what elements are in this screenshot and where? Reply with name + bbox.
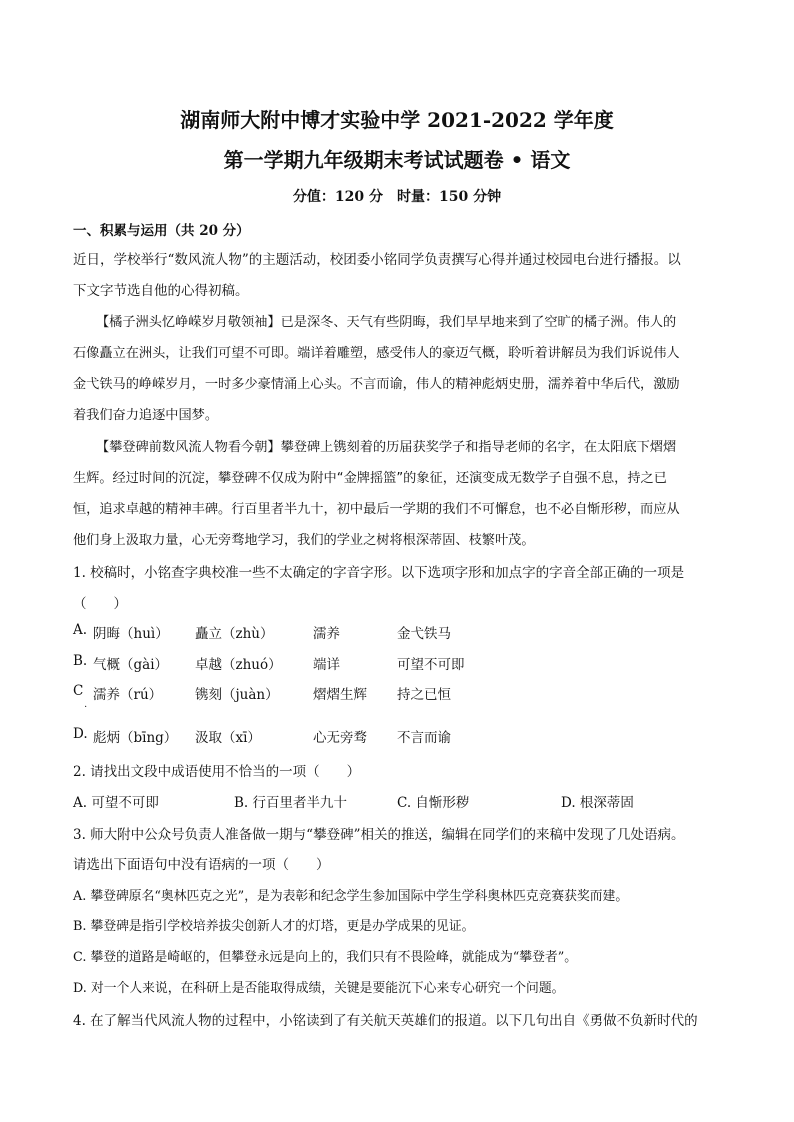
q1-stem: 1. 校稿时，小铭查字典校准一些不太确定的字音字形。以下选项字形和加点字的字音全部正确的一项是 bbox=[73, 565, 685, 581]
option-cell: 濡养 bbox=[313, 626, 340, 642]
option-cell: 卓越（zhuó） bbox=[195, 657, 282, 673]
q2-option-a: A. 可望不可即 bbox=[73, 795, 159, 811]
intro-line-2: 下文字节选自他的心得初稿。 bbox=[73, 283, 249, 299]
option-label: D. bbox=[73, 726, 88, 742]
option-cell: 濡养（rú） bbox=[93, 687, 163, 703]
option-cell: 镌刻（juàn） bbox=[195, 687, 279, 703]
q3-option-b: B. 攀登碑是指引学校培养拔尖创新人才的灯塔，更是办学成果的见证。 bbox=[73, 919, 475, 934]
para1-line-4: 着我们奋力追逐中国梦。 bbox=[73, 408, 219, 423]
q4-stem: 4. 在了解当代风流人物的过程中，小铭读到了有关航天英雄们的报道。以下几句出自《勇做不负新时代的 bbox=[73, 1013, 698, 1029]
option-cell: 心无旁骛 bbox=[313, 730, 367, 746]
option-cell: 端详 bbox=[313, 657, 340, 673]
option-cell: 气概（gài） bbox=[93, 657, 169, 673]
para2-line-2: 生辉。经过时间的沉淀，攀登碑不仅成为附中“金牌摇篮”的象征，还演变成无数学子自强不息，持之已 bbox=[73, 471, 667, 486]
q3-option-d: D. 对一个人来说，在科研上是否能取得成绩，关键是要能沉下心来专心研究一个问题。 bbox=[73, 981, 565, 996]
option-label: A. bbox=[73, 622, 88, 638]
q2-option-c: C. 自惭形秽 bbox=[397, 795, 470, 811]
score-time-info: 分值：120 分 时量：150 分钟 bbox=[292, 189, 502, 205]
option-label: B. bbox=[73, 653, 88, 669]
option-cell: 持之已恒 bbox=[397, 687, 451, 703]
option-cell: 熠熠生辉 bbox=[313, 687, 367, 703]
para1-line-1: 【橘子洲头忆峥嵘岁月敬领袖】已是深冬、天气有些阴晦，我们早早地来到了空旷的橘子洲。伟人的 bbox=[96, 315, 677, 330]
para1-line-3: 金弋铁马的峥嵘岁月，一时多少豪情涌上心头。不言而谕，伟人的精神彪炳史册，濡养着中华后代，激励 bbox=[73, 377, 680, 392]
q1-blank: （ ） bbox=[73, 596, 127, 612]
intro-line-1: 近日，学校举行“数风流人物”的主题活动，校团委小铭同学负责撰写心得并通过校园电台进行播报。以 bbox=[73, 252, 681, 268]
option-cell: 阴晦（huì） bbox=[93, 626, 169, 642]
para2-line-4: 他们身上汲取力量，心无旁骛地学习，我们的学业之树将根深蒂固、枝繁叶茂。 bbox=[73, 533, 535, 548]
option-cell: 彪炳（bīng） bbox=[93, 730, 178, 746]
q3-stem-line-1: 3. 师大附中公众号负责人准备做一期与“攀登碑”相关的推送，编辑在同学们的来稿中发现了几处语病。 bbox=[73, 827, 685, 843]
para1-line-2: 石像矗立在洲头，让我们可望不可即。端详着雕塑，感受伟人的豪迈气概，聆听着讲解员为我们诉说伟人 bbox=[73, 346, 680, 361]
section-heading: 一、积累与运用（共 20 分） bbox=[73, 223, 250, 239]
option-cell: 金弋铁马 bbox=[397, 626, 451, 642]
q3-option-c: C. 攀登的道路是崎岖的，但攀登永远是向上的，我们只有不畏险峰，就能成为“攀登者”。 bbox=[73, 950, 578, 965]
emphasis-dot: · bbox=[84, 702, 88, 713]
q3-stem-line-2: 请选出下面语句中没有语病的一项（ ） bbox=[73, 857, 330, 873]
option-label: C bbox=[73, 683, 84, 699]
q2-stem: 2. 请找出文段中成语使用不恰当的一项（ ） bbox=[73, 764, 361, 780]
exam-title-line1: 湖南师大附中博才实验中学 2021-2022 学年度 bbox=[180, 108, 614, 132]
option-cell: 矗立（zhù） bbox=[195, 626, 274, 642]
para2-line-1: 【攀登碑前数风流人物看今朝】攀登碑上镌刻着的历届获奖学子和指导老师的名字，在太阳底下熠熠 bbox=[96, 440, 677, 455]
q2-option-d: D. 根深蒂固 bbox=[561, 795, 634, 811]
para2-line-3: 恒，追求卓越的精神丰碑。行百里者半九十，初中最后一学期的我们不可懈怠，也不必自惭形秽，而应从 bbox=[73, 502, 680, 517]
q2-option-b: B. 行百里者半九十 bbox=[234, 795, 348, 811]
option-cell: 可望不可即 bbox=[397, 657, 465, 673]
option-cell: 汲取（xī） bbox=[195, 730, 261, 746]
option-cell: 不言而谕 bbox=[397, 730, 451, 746]
q3-option-a: A. 攀登碑原名“奥林匹克之光”，是为表彰和纪念学生参加国际中学生学科奥林匹克竞赛获奖而建。 bbox=[73, 889, 629, 904]
exam-title-line2: 第一学期九年级期末考试试题卷 • 语文 bbox=[223, 148, 571, 172]
